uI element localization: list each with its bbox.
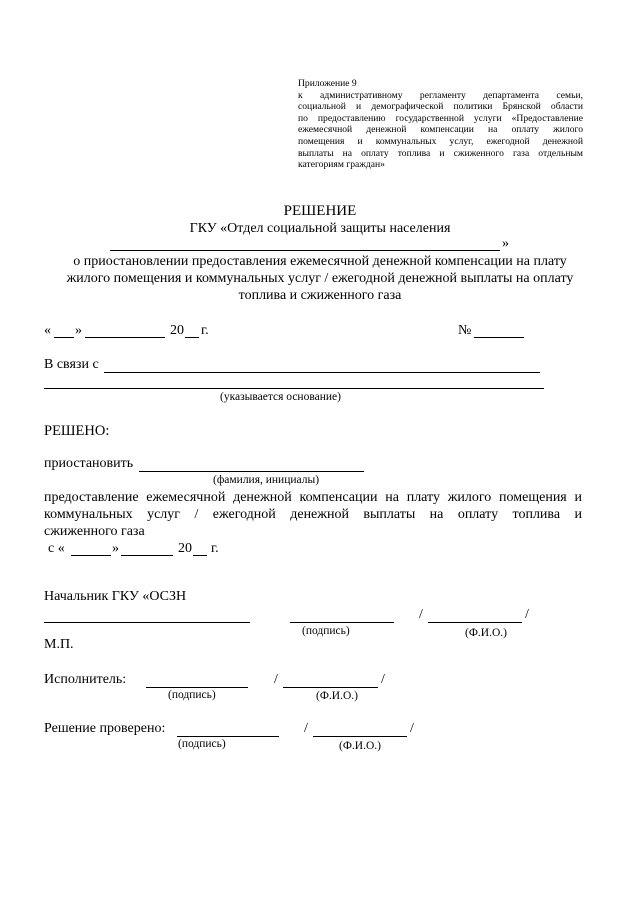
executor-slash-2: / <box>381 672 385 687</box>
date-month-blank[interactable] <box>85 337 165 338</box>
from-label: с « <box>48 541 65 556</box>
basis-hint: (указывается основание) <box>220 391 341 403</box>
from-day-blank[interactable] <box>71 555 111 556</box>
appendix-line-3: социальной и демографической политики Брянской области <box>298 101 583 113</box>
appendix-block <box>298 78 583 171</box>
appendix-line-4: по предоставлению государственной услуги «Предоставление <box>298 112 583 124</box>
date-close-quote: » <box>75 323 82 338</box>
head-org-blank[interactable] <box>44 622 250 623</box>
checked-signature-blank[interactable] <box>177 736 279 737</box>
document-title: РЕШЕНИЕ <box>283 203 357 219</box>
decision-text-3: сжиженного газа <box>44 524 145 539</box>
from-year-suffix: г. <box>211 541 219 556</box>
checked-fio-blank[interactable] <box>313 736 407 737</box>
head-label: Начальник ГКУ «ОСЗН <box>44 589 187 604</box>
from-year-prefix: 20 <box>178 541 192 556</box>
head-fio-blank[interactable] <box>428 622 522 623</box>
org-name-blank[interactable] <box>110 250 500 251</box>
org-close-quote: » <box>502 236 509 251</box>
head-slash-1: / <box>419 607 423 622</box>
from-year-blank[interactable] <box>193 555 207 556</box>
checked-fio-hint: (Ф.И.О.) <box>339 740 381 752</box>
appendix-line-1: Приложение 9 <box>298 78 357 89</box>
checked-slash-2: / <box>410 721 414 736</box>
date-year-suffix: г. <box>201 323 209 338</box>
checked-signature-hint: (подпись) <box>178 738 226 750</box>
appendix-line-2: к административному регламенту департамента семьи, <box>298 89 583 101</box>
number-label: № <box>458 323 472 338</box>
appendix-line-6: помещения и коммунальных услуг, ежегодной денежной <box>298 135 583 147</box>
head-fio-hint: (Ф.И.О.) <box>465 627 507 639</box>
basis-label: В связи с <box>44 357 99 372</box>
number-blank[interactable] <box>474 337 524 338</box>
decision-label: РЕШЕНО: <box>44 423 110 439</box>
subject-line-2: жилого помещения и коммунальных услуг / ежегодной денежной выплаты на оплату <box>66 271 574 286</box>
date-year-blank[interactable] <box>185 337 199 338</box>
date-day-blank[interactable] <box>54 337 74 338</box>
stamp-label: М.П. <box>44 637 74 652</box>
decision-text-2: коммунальных услуг / ежегодной денежной выплаты на оплату топлива и <box>44 507 582 522</box>
org-line: ГКУ «Отдел социальной защиты населения <box>189 221 451 236</box>
decision-text-1: предоставление ежемесячной денежной компенсации на плату жилого помещения и <box>44 490 582 505</box>
basis-blank-1[interactable] <box>104 372 540 373</box>
executor-signature-hint: (подпись) <box>168 689 216 701</box>
subject-line-1: о приостановлении предоставления ежемесячной денежной компенсации на плату <box>73 254 567 269</box>
checked-slash-1: / <box>304 721 308 736</box>
executor-signature-blank[interactable] <box>146 687 248 688</box>
executor-label: Исполнитель: <box>44 672 127 687</box>
date-year-prefix: 20 <box>170 323 184 338</box>
appendix-line-7: выплаты на оплату топлива и сжиженного газа отдельным <box>298 147 583 159</box>
head-signature-blank[interactable] <box>290 622 394 623</box>
executor-fio-blank[interactable] <box>283 687 378 688</box>
from-close-quote: » <box>112 541 119 556</box>
from-month-blank[interactable] <box>121 555 173 556</box>
head-slash-2: / <box>525 607 529 622</box>
date-open-quote: « <box>44 323 51 338</box>
checked-label: Решение проверено: <box>44 721 166 736</box>
executor-fio-hint: (Ф.И.О.) <box>316 690 358 702</box>
basis-blank-2[interactable] <box>44 388 544 389</box>
executor-slash-1: / <box>274 672 278 687</box>
name-hint: (фамилия, инициалы) <box>213 474 320 486</box>
appendix-line-8: категориям граждан» <box>298 159 385 171</box>
suspend-name-blank[interactable] <box>139 471 364 472</box>
suspend-label: приостановить <box>44 456 134 471</box>
subject-line-3: топлива и сжиженного газа <box>238 288 402 303</box>
head-signature-hint: (подпись) <box>302 625 350 637</box>
appendix-line-5: ежемесячной денежной компенсации на оплату жилого <box>298 124 583 136</box>
